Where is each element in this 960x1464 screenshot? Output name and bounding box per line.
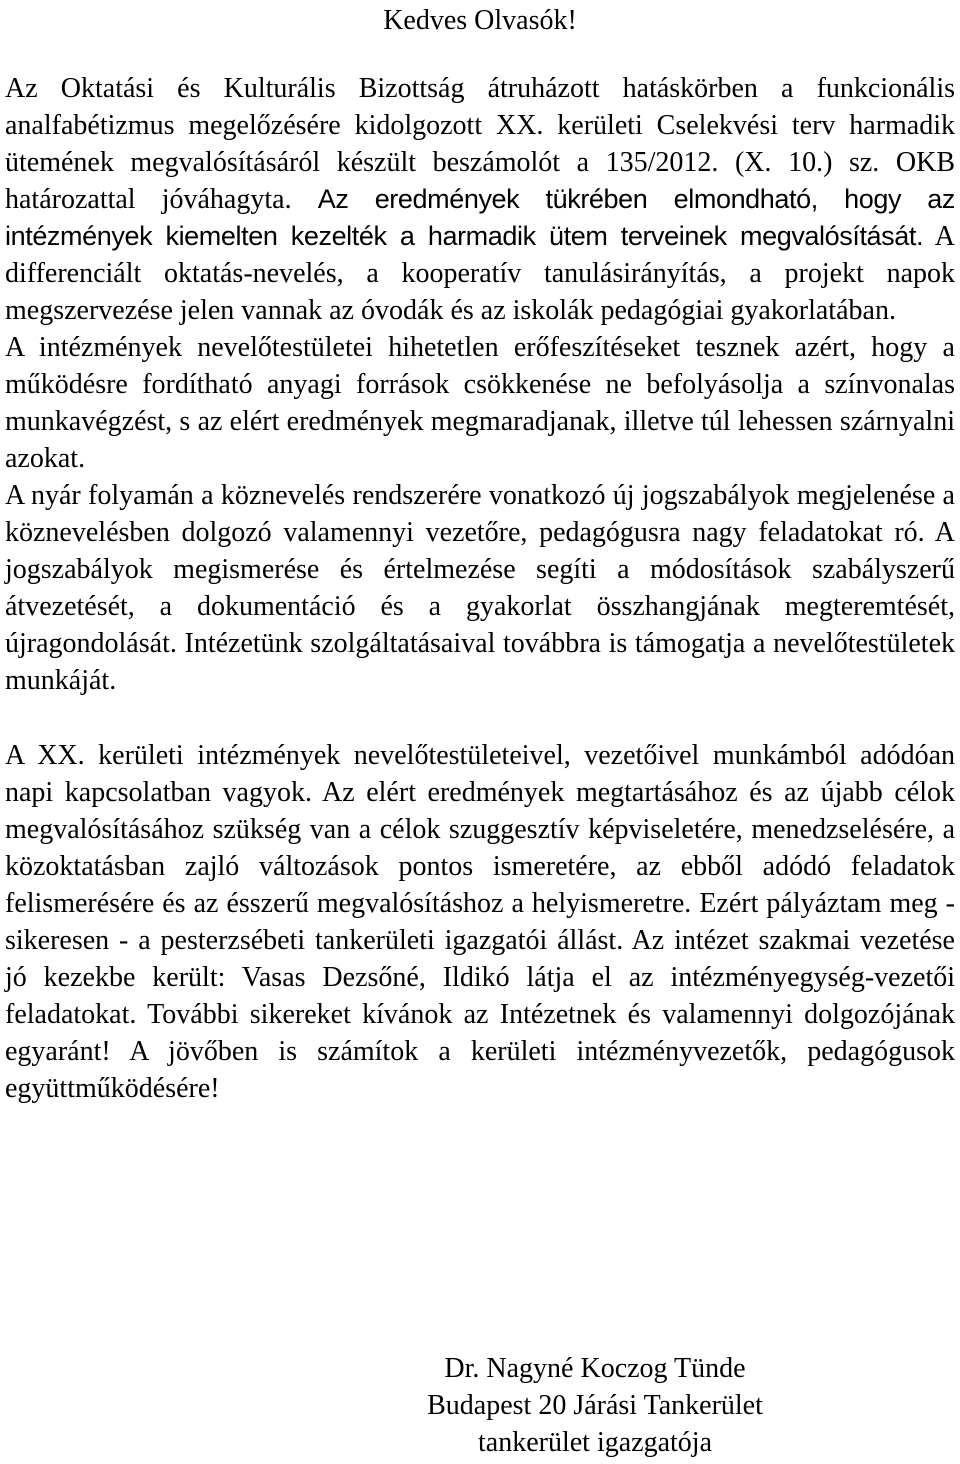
paragraph-1-sentence-2: Az eredmények tükrében elmondható, hogy az intézmények kiemelten kezelték a harmadik ütem terveinek megvalósítását.: [5, 184, 956, 251]
paragraph-cselekvesi-terv: [5, 70, 955, 329]
paragraph-kapcsolat: A XX. kerületi intézmények nevelőtestületeivel, vezetőivel munkámból adódóan napi kapcsolatban vagyok. Az elért eredmények megtartásához és az újabb célok megvalósításához szükség van a célok szuggesztív képviseletére, menedzselésére, a közoktatásban zajló változások pontos ismeretére, az ebből adódó feladatok felismerésére és az ésszerű megvalósításhoz a helyismeretre. Ezért pályáztam meg - sikeresen - a pesterzsébeti tankerületi igazgatói állást. Az intézet szakmai vezetése jó kezekbe került: Vasas Dezsőné, Ildikó látja el az intézményegység-vezetői feladatokat. További sikereket kívánok az Intézetnek és valamennyi dolgozójának egyaránt! A jövőben is számítok a kerületi intézményvezetők, pedagógusok együttműködésére!: [5, 740, 955, 1104]
paragraph-jogszabalyok: A nyár folyamán a köznevelés rendszerére vonatkozó új jogszabályok megjelenése a köznevelésben dolgozó valamennyi vezetőre, pedagógusra nagy feladatokat ró. A jogszabályok megismerése és értelmezése segíti a módosítások szabályszerű átvezetését, a dokumentáció és a gyakorlat összhangjának megteremtését, újragondolását. Intézetünk szolgáltatásaival továbbra is támogatja a nevelőtestületek munkáját.: [5, 480, 955, 696]
paragraph-1-sentence-3: A differenciált oktatás-nevelés, a kooperatív tanulásirányítás, a projekt napok megszervezése jelen vannak az óvodák és az iskolák pedagógiai gyakorlatában.: [5, 221, 955, 326]
paragraph-1-sentence-1: Az Oktatási és Kulturális Bizottság átruházott hatáskörben a funkcionális analfabétizmus megelőzésére kidolgozott XX. kerületi Cselekvési terv harmadik ütemének megvalósításáról készült beszámolót a 135/2012. (X. 10.) sz. OKB határozattal jóváhagyta.: [5, 73, 955, 215]
signature-block: [390, 1350, 800, 1461]
signature-organization: Budapest 20 Járási Tankerület: [427, 1390, 763, 1421]
signature-name: Dr. Nagyné Koczog Tünde: [444, 1353, 746, 1384]
greeting-heading: Kedves Olvasók!: [383, 5, 577, 36]
signature-position: tankerület igazgatója: [478, 1427, 712, 1458]
letter-page: [5, 0, 955, 1107]
paragraph-gap: [5, 699, 955, 737]
paragraph-nevelotestuletek: A intézmények nevelőtestületei hihetetlen erőfeszítéseket tesznek azért, hogy a működésre fordítható anyagi források csökkenése ne befolyásolja a színvonalas munkavégzést, s az elért eredmények megmaradjanak, illetve túl lehessen szárnyalni azokat.: [5, 332, 955, 474]
